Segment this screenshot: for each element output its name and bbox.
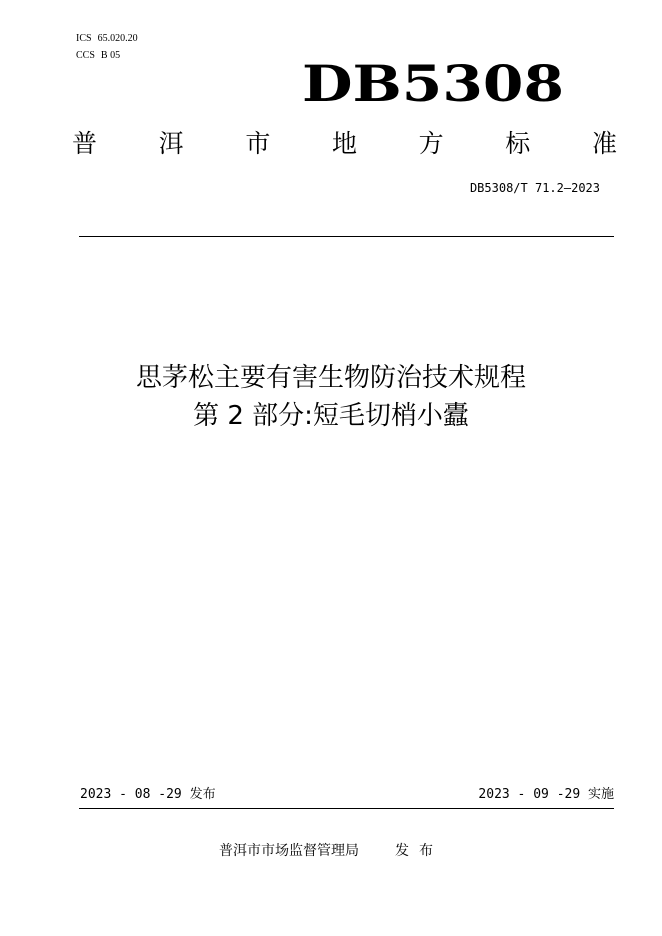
ics-classification [76,33,144,45]
logo-text: DB5308 [302,58,564,108]
standard-type-char: 洱 [158,129,184,158]
db-standard-logo [300,58,566,108]
footer-divider [79,808,614,809]
publish-action: 发布 [395,843,443,859]
ccs-label: CCS [76,50,95,61]
standard-type-char: 准 [591,129,617,158]
ics-code: 65.020.20 [97,33,138,44]
standard-type-char: 地 [331,129,357,158]
document-title-line-2: 第 2 部分:短毛切梢小蠹 [193,401,469,431]
publisher-line [0,841,662,861]
ccs-classification [76,50,126,62]
publisher-name: 普洱市市场监督管理局 [219,843,359,859]
standard-type-char: 方 [418,129,444,158]
ccs-code: B 05 [100,50,121,61]
standard-type-heading [72,128,617,160]
issue-date: 2023 - 08 -29 发布 [80,787,216,802]
standard-number: DB5308/T 71.2—2023 [469,181,600,195]
document-title-line-1: 思茅松主要有害生物防治技术规程 [135,363,526,393]
standard-type-char: 标 [505,129,531,158]
standard-type-char: 市 [245,129,271,158]
ics-label: ICS [76,33,92,44]
implementation-date: 2023 - 09 -29 实施 [478,787,614,802]
standard-type-char: 普 [72,129,98,158]
header-divider [79,236,614,237]
